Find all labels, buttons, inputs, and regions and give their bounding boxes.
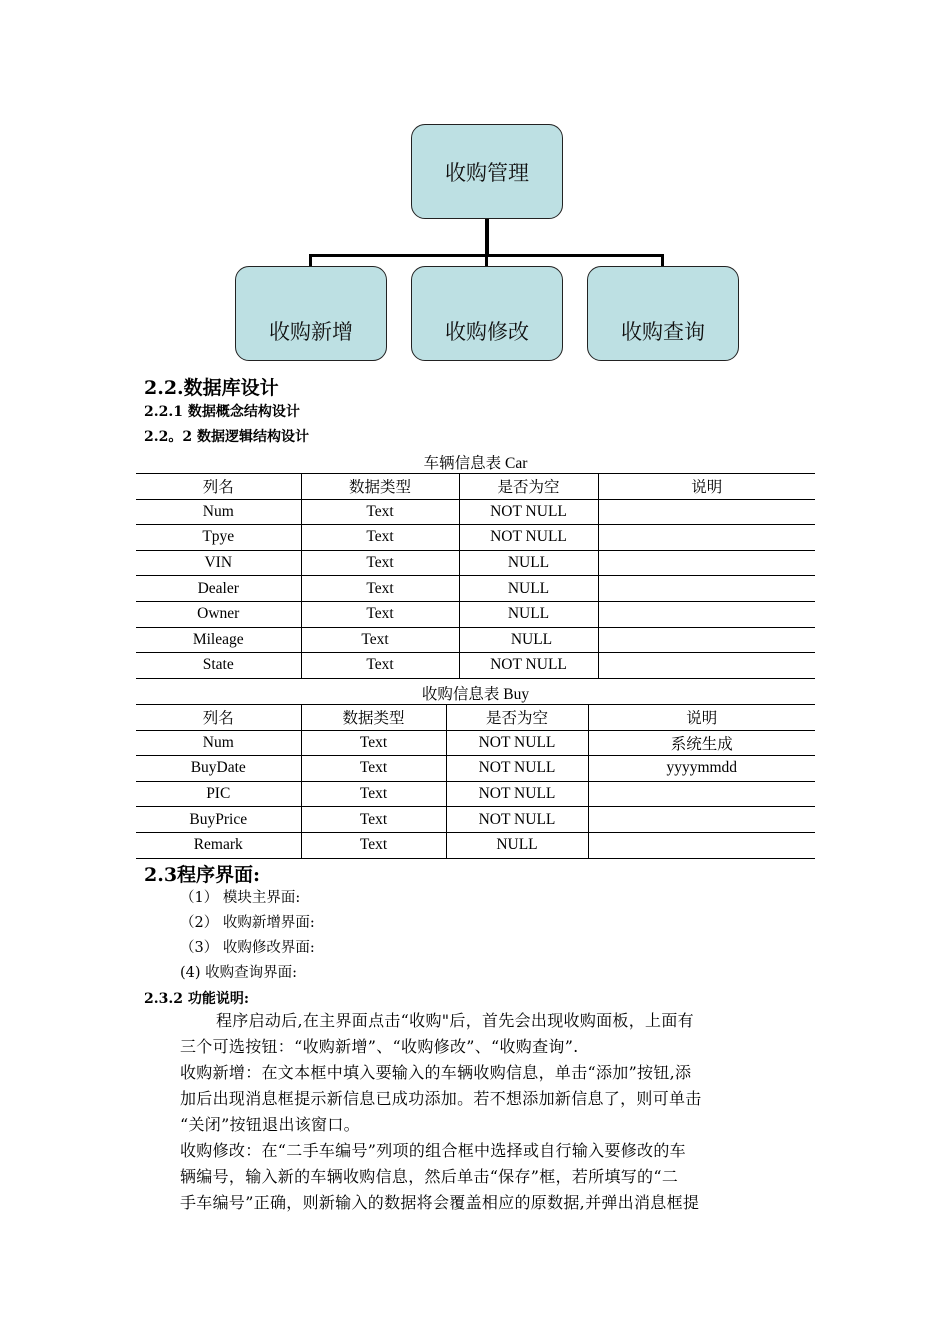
paragraph-line: 手车编号”正确，则新输入的数据将会覆盖相应的原数据,并弹出消息框提: [180, 1193, 700, 1212]
heading-conceptual-design: 2.2.1 数据概念结构设计: [144, 404, 300, 420]
paragraph-line: 辆编号，输入新的车辆收购信息，然后单击“保存”框，若所填写的“二: [180, 1167, 679, 1186]
table-row: [136, 576, 815, 602]
table-cell: yyyymmdd: [588, 756, 815, 782]
diagram-connector-vertical: [485, 219, 489, 257]
column-header: 数据类型: [301, 705, 446, 731]
table-cell: [598, 627, 815, 653]
table-row: [136, 807, 815, 833]
table-cell: NOT NULL: [459, 525, 598, 551]
table-row: [136, 601, 815, 627]
table-cell: Text: [301, 653, 459, 679]
list-item: （2） 收购新增界面:: [180, 915, 315, 931]
table-cell: NULL: [459, 601, 598, 627]
table-cell: Text: [301, 601, 459, 627]
table-cell: Mileage: [136, 627, 301, 653]
column-header: 说明: [598, 474, 815, 500]
table-cell: BuyPrice: [136, 807, 301, 833]
table-cell: NOT NULL: [446, 781, 588, 807]
column-header: 是否为空: [459, 474, 598, 500]
column-header: 列名: [136, 705, 301, 731]
paragraph-line: 收购修改：在“二手车编号”列项的组合框中选择或自行输入要修改的车: [180, 1141, 686, 1160]
table-cell: [588, 807, 815, 833]
table-cell: Text: [301, 832, 446, 858]
heading-program-ui: 2.3程序界面:: [144, 864, 261, 886]
table-row: [136, 832, 815, 858]
table-cell: [598, 525, 815, 551]
table-cell: NOT NULL: [446, 730, 588, 756]
table-cell: [588, 781, 815, 807]
paragraph-line: “关闭”按钮退出该窗口。: [180, 1115, 360, 1134]
table-cell: [598, 653, 815, 679]
table-cell: Text: [301, 627, 459, 653]
table-cell: Owner: [136, 601, 301, 627]
table-cell: Tpye: [136, 525, 301, 551]
table-cell: NULL: [446, 832, 588, 858]
diagram-child-node-query: [587, 266, 739, 361]
column-header: 说明: [588, 705, 815, 731]
function-paragraph: [180, 1008, 820, 1216]
column-header: 数据类型: [301, 474, 459, 500]
table-cell: VIN: [136, 550, 301, 576]
table-row: [136, 781, 815, 807]
table-cell: Num: [136, 499, 301, 525]
diagram-root-label: 收购管理: [445, 160, 529, 185]
diagram-child-node-edit: [411, 266, 563, 361]
table-cell: NOT NULL: [446, 807, 588, 833]
table-row: [136, 653, 815, 679]
table-row: [136, 499, 815, 525]
column-header: 列名: [136, 474, 301, 500]
table-cell: PIC: [136, 781, 301, 807]
car-table: [136, 473, 815, 679]
table-cell: Text: [301, 499, 459, 525]
table-row: [136, 550, 815, 576]
table-cell: [598, 601, 815, 627]
table-row: [136, 756, 815, 782]
table-cell: 系统生成: [588, 730, 815, 756]
diagram-child-label: 收购查询: [621, 320, 705, 344]
buy-table-caption: 收购信息表 Buy: [421, 686, 530, 703]
table-cell: Text: [301, 576, 459, 602]
table-cell: NULL: [459, 550, 598, 576]
diagram-child-label: 收购新增: [269, 320, 353, 344]
table-row: [136, 525, 815, 551]
table-cell: NOT NULL: [446, 756, 588, 782]
paragraph-line: 收购新增：在文本框中填入要输入的车辆收购信息，单击“添加”按钮,添: [180, 1063, 692, 1082]
diagram-child-label: 收购修改: [445, 320, 529, 344]
table-cell: [598, 576, 815, 602]
paragraph-line: 三个可选按钮：“收购新增”、“收购修改”、“收购查询”.: [180, 1037, 579, 1056]
diagram-child-node-add: [235, 266, 387, 361]
paragraph-line: 程序启动后,在主界面点击“收购"后，首先会出现收购面板，上面有: [216, 1011, 694, 1030]
table-cell: [588, 832, 815, 858]
table-cell: NULL: [459, 576, 598, 602]
table-header-row: [136, 705, 815, 731]
ui-list: [180, 886, 315, 986]
heading-function-description: 2.3.2 功能说明:: [144, 991, 250, 1007]
table-cell: BuyDate: [136, 756, 301, 782]
table-cell: NOT NULL: [459, 653, 598, 679]
table-row: [136, 627, 815, 653]
list-item: (4) 收购查询界面:: [180, 965, 298, 981]
table-cell: Dealer: [136, 576, 301, 602]
table-cell: NULL: [459, 627, 598, 653]
table-header-row: [136, 474, 815, 500]
heading-logical-design: 2.2。2 数据逻辑结构设计: [144, 429, 309, 445]
list-item: （3） 收购修改界面:: [180, 940, 315, 956]
table-row: [136, 730, 815, 756]
car-table-caption: 车辆信息表 Car: [423, 455, 528, 472]
table-cell: [598, 499, 815, 525]
table-cell: Text: [301, 550, 459, 576]
table-cell: State: [136, 653, 301, 679]
table-cell: NOT NULL: [459, 499, 598, 525]
table-cell: [598, 550, 815, 576]
table-cell: Num: [136, 730, 301, 756]
buy-table: [136, 704, 815, 859]
diagram-root-node: [411, 124, 563, 219]
table-cell: Text: [301, 525, 459, 551]
table-cell: Text: [301, 730, 446, 756]
column-header: 是否为空: [446, 705, 588, 731]
table-cell: Text: [301, 807, 446, 833]
paragraph-line: 加后出现消息框提示新信息已成功添加。若不想添加新信息了，则可单击: [180, 1089, 702, 1108]
table-cell: Text: [301, 756, 446, 782]
list-item: （1） 模块主界面:: [180, 890, 301, 906]
table-cell: Text: [301, 781, 446, 807]
heading-db-design: 2.2.数据库设计: [144, 377, 279, 399]
table-cell: Remark: [136, 832, 301, 858]
